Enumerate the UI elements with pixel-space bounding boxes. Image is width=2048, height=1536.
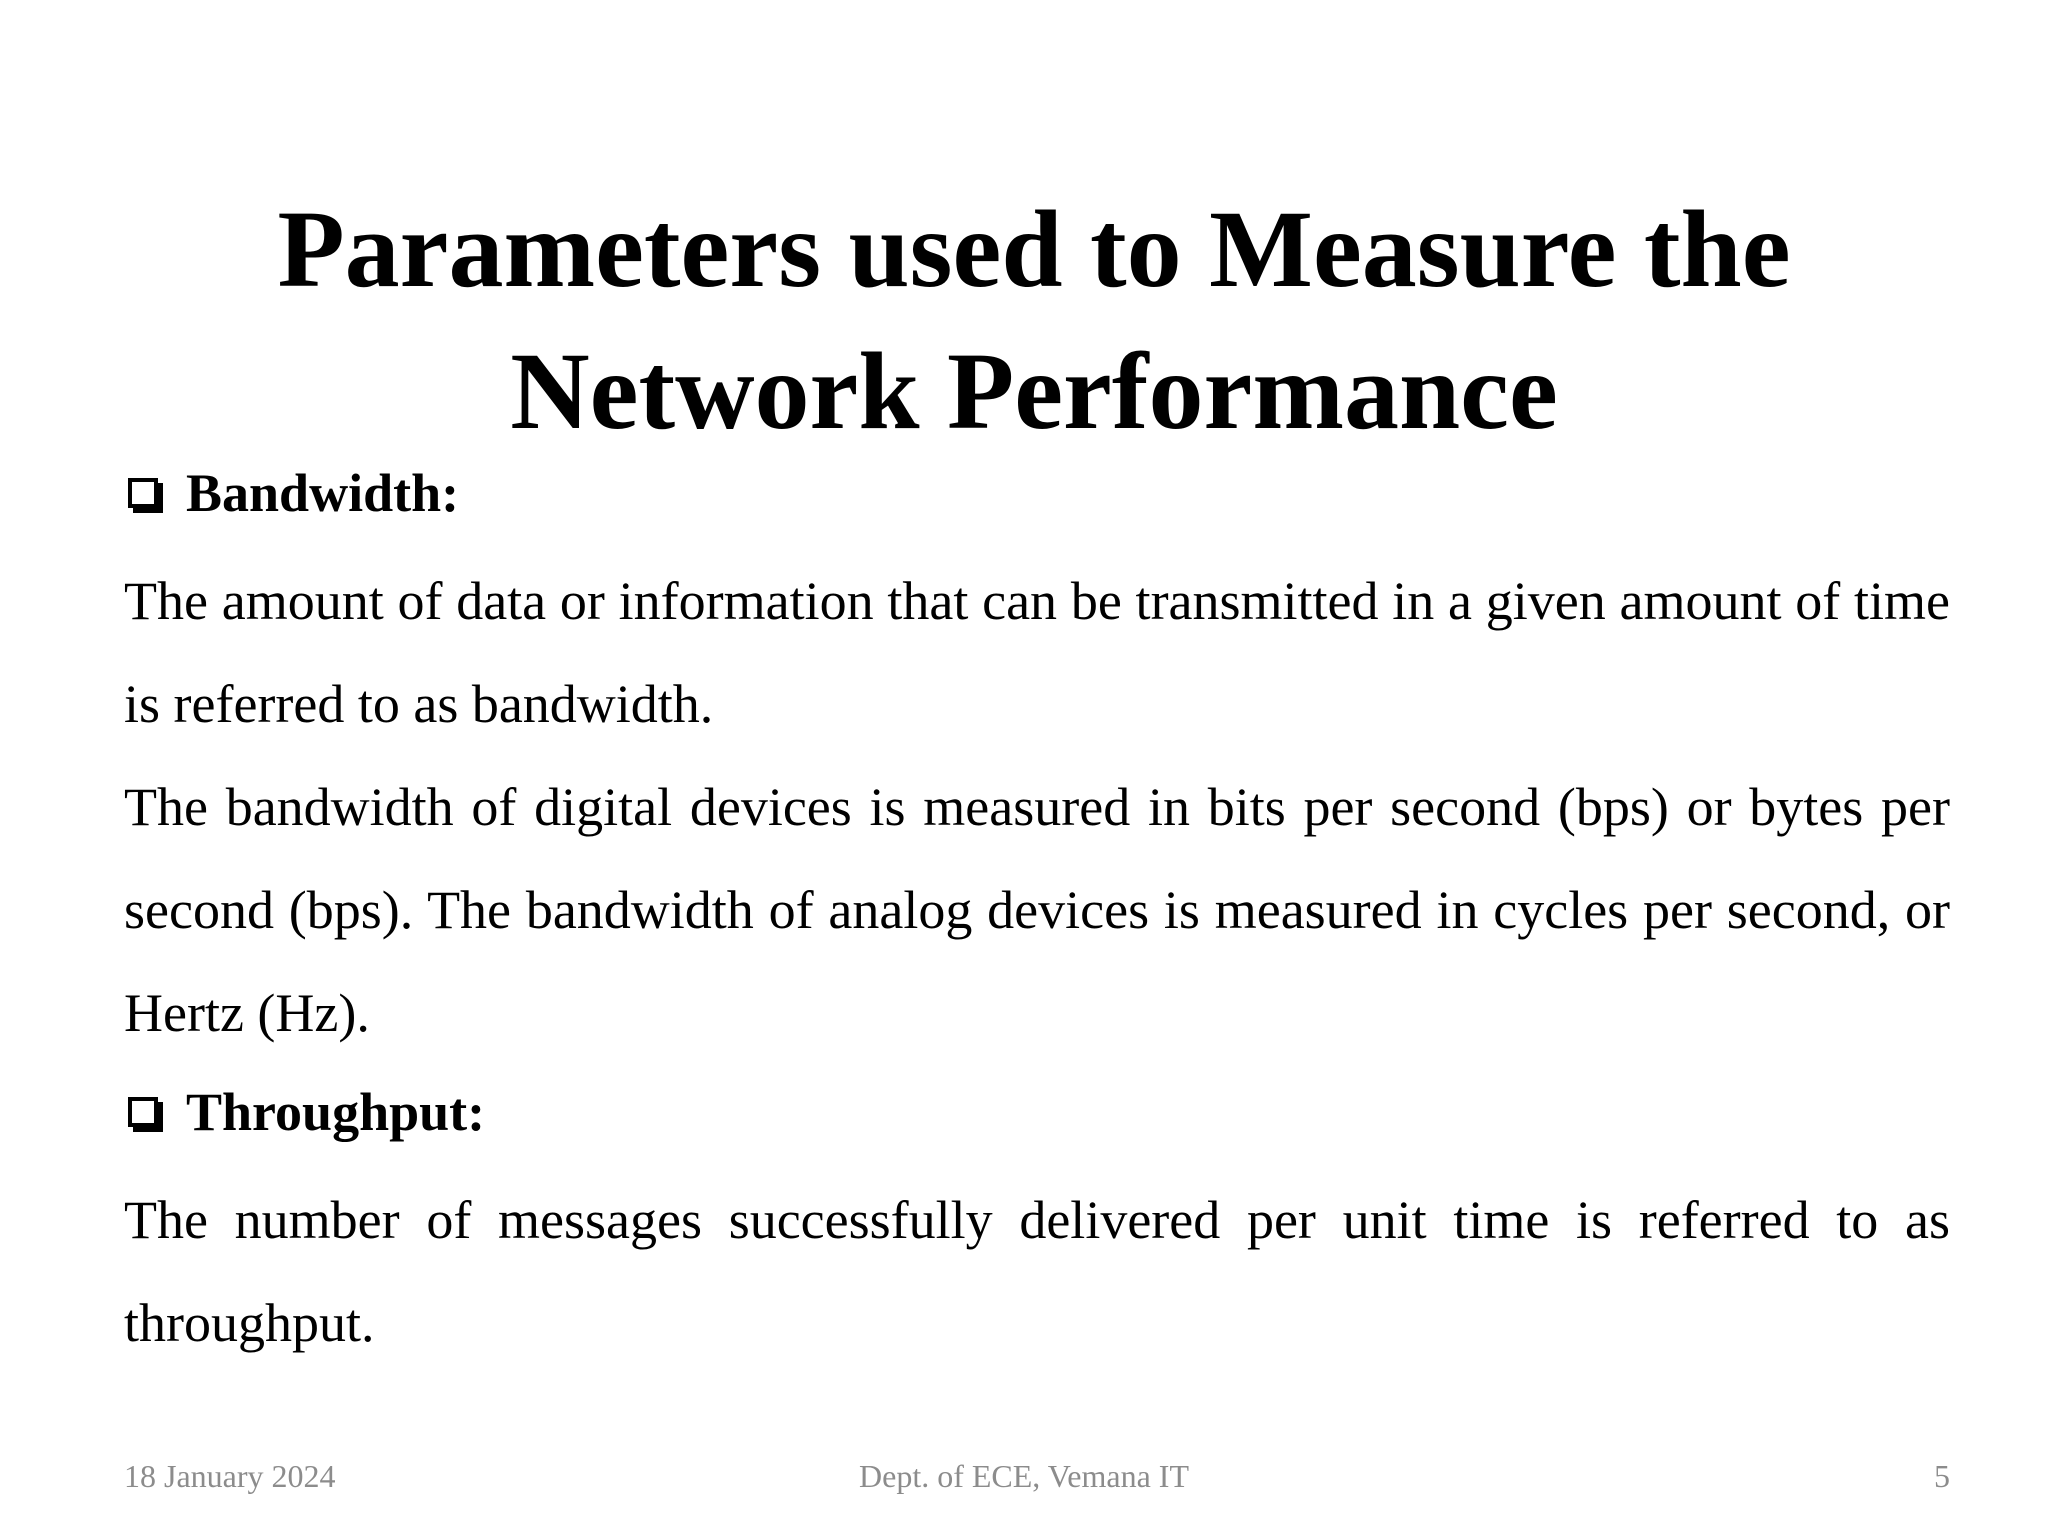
slide-title-line-1: Parameters used to Measure the: [277, 188, 1791, 310]
bandwidth-definition-paragraph: The amount of data or information that can be transmitted in a given amount of time is referred to as bandwidth.: [124, 571, 1950, 734]
slide-title-line-2: Network Performance: [510, 330, 1558, 452]
throughput-definition-paragraph: The number of messages successfully delivered per unit time is referred to as throughput.: [124, 1190, 1950, 1353]
bandwidth-heading-label: Bandwidth:: [186, 463, 460, 523]
checkbox-icon: [128, 1097, 158, 1127]
footer-department: Dept. of ECE, Vemana IT: [859, 1458, 1189, 1494]
footer-date: 18 January 2024: [124, 1458, 336, 1494]
bandwidth-measurement-paragraph: The bandwidth of digital devices is measured in bits per second (bps) or bytes per second (bps). The bandwidth of analog devices is measured in cycles per second, or Hertz (Hz).: [124, 777, 1950, 1043]
bandwidth-heading: [124, 458, 1950, 528]
checkbox-icon: [128, 478, 158, 508]
throughput-heading: [124, 1077, 1950, 1147]
footer-page-number: 5: [1934, 1458, 1950, 1494]
slide-title: [124, 178, 1944, 462]
slide-content: [124, 458, 1950, 1375]
throughput-heading-label: Throughput:: [186, 1082, 486, 1142]
